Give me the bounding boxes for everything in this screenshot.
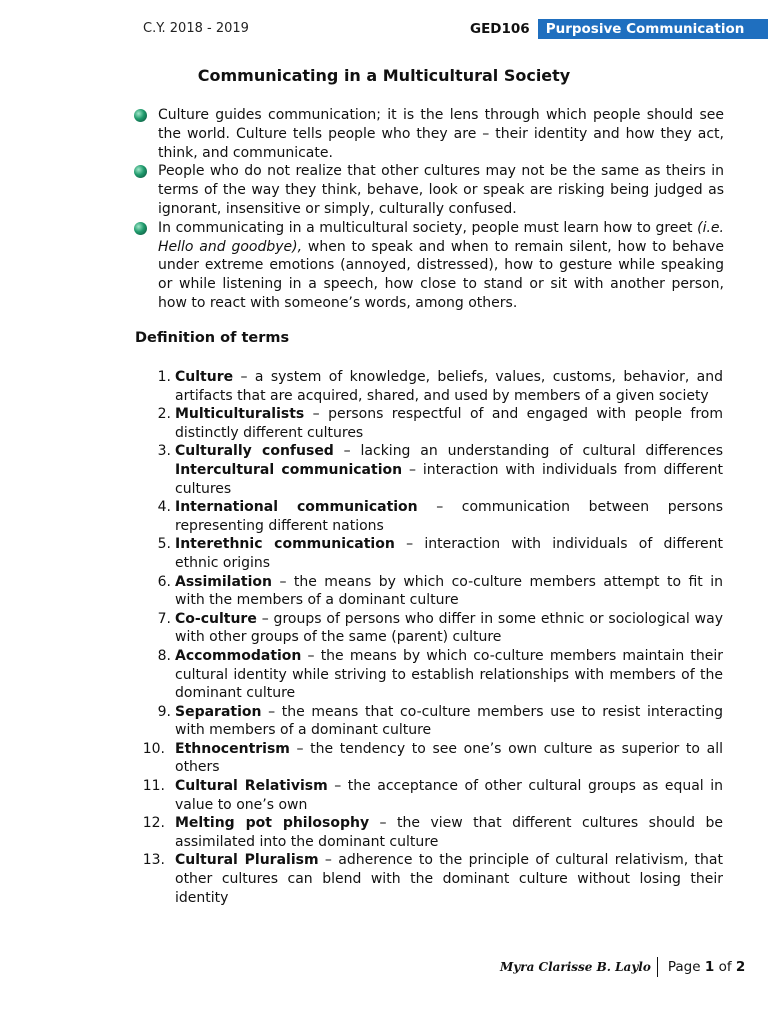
term-definition: – interaction with individuals of different ethnic origins [175, 536, 723, 571]
course-header [470, 19, 768, 39]
item-number: 2. [157, 406, 171, 423]
globe-bullet-icon [134, 165, 147, 178]
term: Accommodation [175, 647, 302, 664]
item-number: 13. [142, 852, 165, 869]
definition-item [145, 703, 723, 740]
term-definition: – lacking an understanding of cultural differences [333, 443, 723, 460]
term-definition: – adherence to the principle of cultural relativism, that other cultures can blend with the dominant culture without losing their identity [175, 852, 723, 906]
term: Ethnocentrism [175, 740, 290, 757]
total-pages: 2 [735, 959, 746, 975]
bullet-list [134, 106, 724, 313]
term-definition: – a system of knowledge, beliefs, values, customs, behavior, and artifacts that are acquired, shared, and used by members of a given society [175, 369, 723, 404]
bullet-item [134, 162, 724, 218]
bullet-text: Culture guides communication; it is the lens through which people should see the world. Culture tells people who they are – their identity and how they act, think, and communicate. [158, 107, 724, 161]
item-number: 6. [157, 573, 171, 590]
term-definition: – the acceptance of other cultural groups as equal in value to one’s own [175, 778, 723, 813]
term-definition: – persons respectful of and engaged with people from distinctly different cultures [175, 406, 723, 441]
term: Separation [175, 703, 262, 720]
term-definition: – the means by which co-culture members attempt to fit in with the members of a dominant culture [175, 573, 723, 609]
page-title: Communicating in a Multicultural Society [197, 66, 571, 85]
page-of-label: of [718, 959, 732, 975]
definition-item [142, 740, 723, 777]
term: Assimilation [175, 573, 273, 590]
item-number: 10. [142, 740, 165, 757]
term: Multiculturalists [175, 406, 305, 423]
definition-item [145, 573, 723, 610]
term: Interethnic communication [175, 536, 395, 553]
item-number: 8. [157, 647, 171, 664]
definition-list [142, 368, 724, 907]
definition-item [145, 535, 723, 572]
course-code: GED106 [470, 21, 530, 37]
item-number: 9. [157, 703, 171, 720]
item-number: 12. [142, 815, 165, 832]
bullet-item [134, 106, 724, 162]
term-definition: – the means that co-culture members use to resist interacting with members of a dominant culture [175, 703, 723, 739]
definition-item [145, 647, 723, 703]
globe-bullet-icon [134, 109, 147, 122]
item-number: 3. [157, 443, 171, 460]
term-definition: – interaction with individuals from different cultures [175, 461, 723, 497]
term: International communication [175, 499, 418, 516]
term: Culture [175, 369, 234, 385]
term: Co-culture [175, 610, 257, 627]
item-number: 5. [157, 536, 171, 553]
current-page: 1 [704, 959, 715, 975]
author-name: Myra Clarisse B. Laylo [500, 960, 651, 974]
item-number: 4. [157, 499, 171, 516]
page-label: Page [667, 959, 701, 975]
bullet-item [134, 219, 724, 313]
definition-item [145, 442, 723, 498]
definition-item [142, 777, 723, 814]
term-definition: – the tendency to see one’s own culture as superior to all others [175, 740, 723, 776]
bullet-text: when to speak and when to remain silent, how to behave under extreme emotions (annoyed, distressed), how to gesture while speaking or while listening in a speech, how close to stand or sit with another person, how to react with someone’s words, among others. [158, 238, 724, 311]
header-year: C.Y. 2018 - 2019 [143, 21, 249, 36]
term: Culturally confused [175, 443, 334, 460]
item-number: 7. [157, 610, 171, 627]
course-title: Purposive Communication [538, 19, 768, 39]
definition-item [145, 368, 723, 405]
item-number: 1. [157, 369, 171, 385]
definition-item [145, 405, 723, 442]
page-footer [500, 957, 745, 977]
bullet-text: People who do not realize that other cultures may not be the same as theirs in terms of the way they think, behave, look or speak are risking being judged as ignorant, insensitive or simply, culturally confused. [158, 163, 724, 217]
definition-item [145, 498, 723, 535]
bullet-text: In communicating in a multicultural society, people must learn how to greet [158, 219, 698, 236]
term: Intercultural communication [175, 461, 403, 478]
section-heading: Definition of terms [135, 330, 290, 346]
term: Melting pot philosophy [175, 815, 370, 832]
page-number [668, 959, 745, 975]
term-definition: – groups of persons who differ in some ethnic or sociological way with other groups of the same (parent) culture [175, 610, 723, 646]
term-definition: – the view that different cultures should be assimilated into the dominant culture [175, 815, 723, 850]
definition-item [142, 851, 723, 907]
term: Cultural Pluralism [175, 852, 319, 869]
bullet-italic-text: (i.e. Hello and goodbye), [158, 219, 724, 255]
item-number: 11. [142, 778, 165, 795]
term-definition: – the means by which co-culture members maintain their cultural identity while striving to establish relationships with members of the dominant culture [175, 647, 723, 702]
term-definition: – communication between persons representing different nations [175, 499, 724, 534]
globe-bullet-icon [134, 222, 147, 235]
term: Cultural Relativism [175, 778, 328, 795]
footer-divider [657, 957, 658, 977]
definition-item [142, 814, 723, 851]
definition-item [145, 610, 723, 647]
